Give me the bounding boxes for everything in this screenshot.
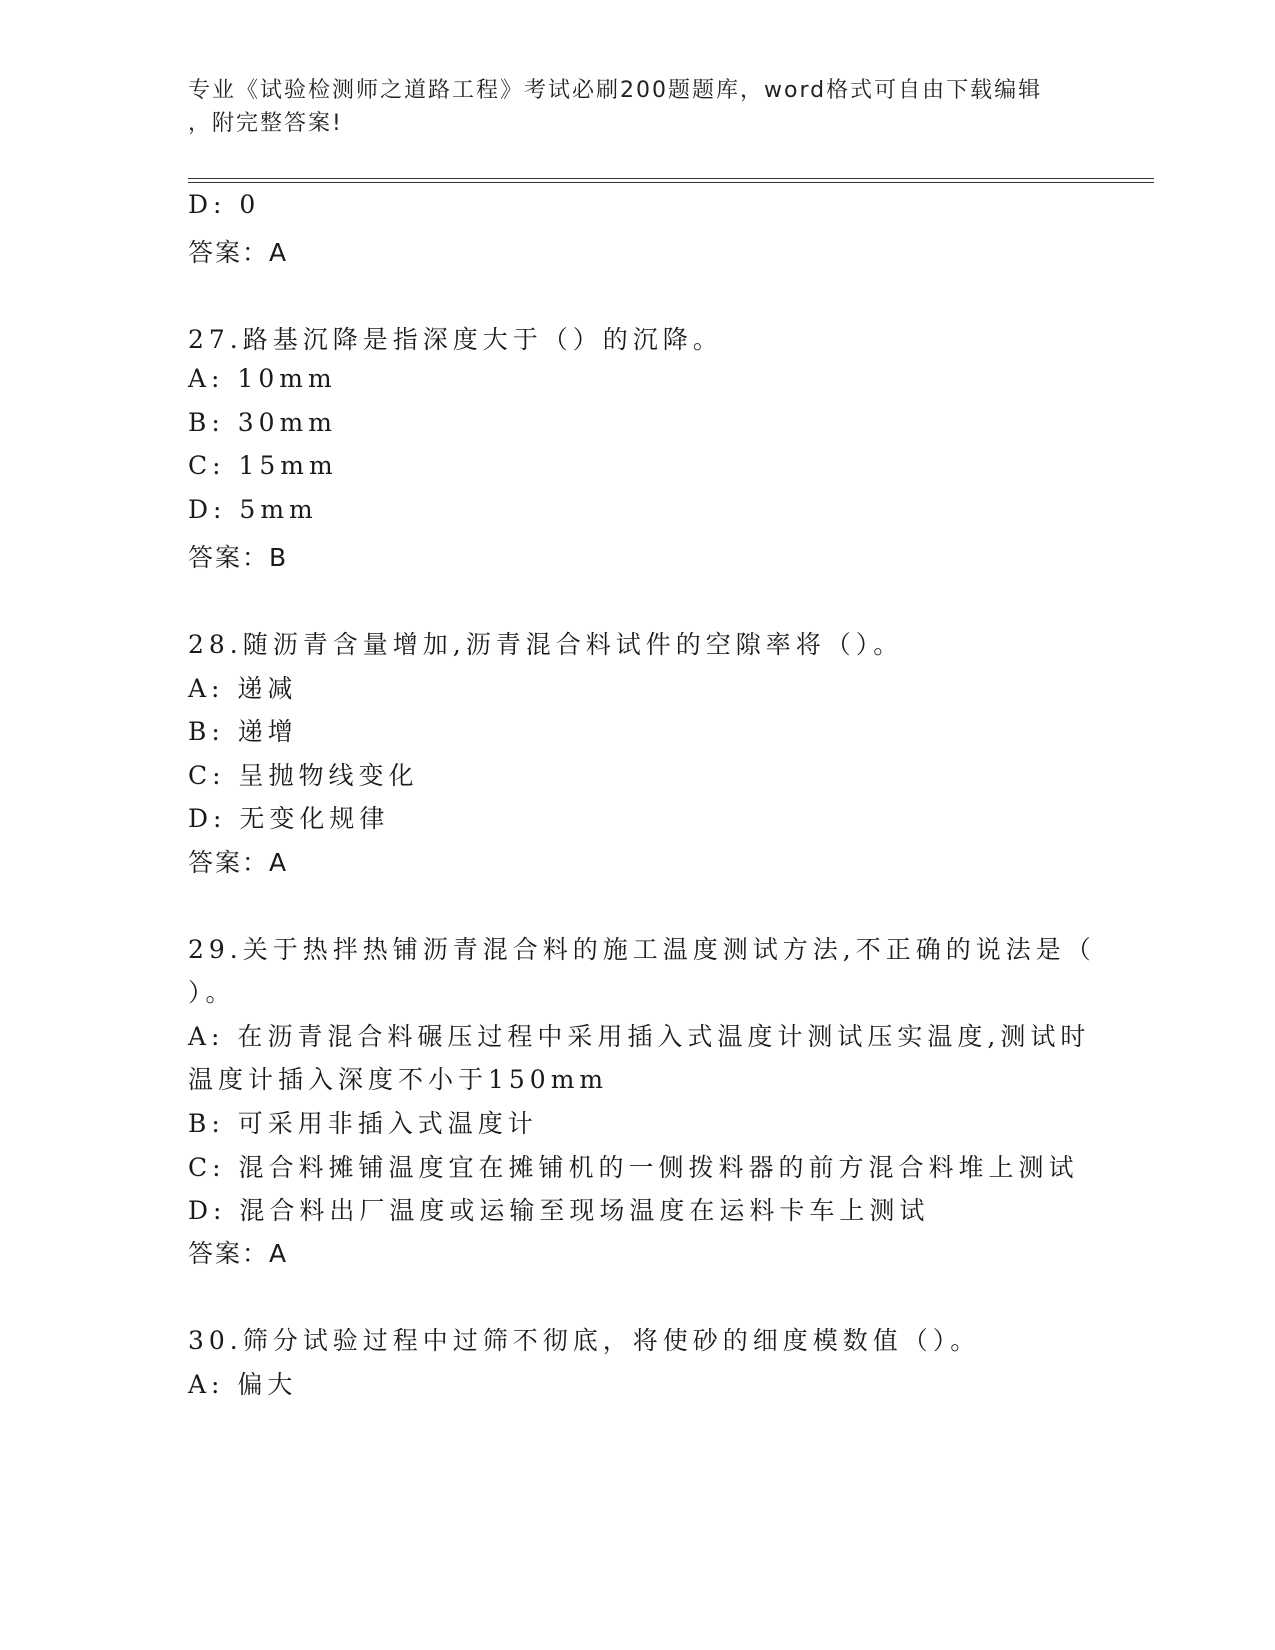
option-line: 温度计插入深度不小于150mm — [188, 1065, 609, 1094]
option-line: C: 混合料摊铺温度宜在摊铺机的一侧拨料器的前方混合料堆上测试 — [188, 1153, 1079, 1182]
option-line: C: 呈抛物线变化 — [188, 761, 419, 790]
header-rule-top — [188, 178, 1154, 179]
question-line: ）。 — [188, 978, 236, 1007]
option-line: D: 无变化规律 — [188, 804, 390, 833]
option-line: D: 混合料出厂温度或运输至现场温度在运料卡车上测试 — [188, 1196, 930, 1225]
header-rule-bottom — [188, 182, 1154, 183]
option-line: B: 可采用非插入式温度计 — [188, 1109, 538, 1138]
answer-line: 答案：A — [188, 1239, 289, 1268]
option-line: A: 递减 — [188, 674, 298, 703]
option-line: A: 偏大 — [188, 1370, 298, 1399]
header-title-line-2: ，附完整答案! — [188, 111, 343, 136]
option-line: B: 30mm — [188, 408, 337, 437]
option-line: D: 5mm — [188, 495, 318, 524]
option-line: A: 在沥青混合料碾压过程中采用插入式温度计测试压实温度,测试时 — [188, 1022, 1091, 1051]
answer-line: 答案：A — [188, 848, 289, 877]
answer-line: 答案：B — [188, 543, 289, 572]
option-line: D: 0 — [188, 190, 261, 219]
option-line: B: 递增 — [188, 717, 298, 746]
question-line: 28.随沥青含量增加,沥青混合料试件的空隙率将（）。 — [188, 630, 904, 659]
question-line: 29.关于热拌热铺沥青混合料的施工温度测试方法,不正确的说法是（ — [188, 935, 1096, 964]
question-line: 30.筛分试验过程中过筛不彻底，将使砂的细度模数值（）。 — [188, 1326, 981, 1355]
header-title-line-1: 专业《试验检测师之道路工程》考试必刷200题题库，word格式可自由下载编辑 — [188, 78, 1043, 103]
answer-line: 答案：A — [188, 238, 289, 267]
question-line: 27.路基沉降是指深度大于（）的沉降。 — [188, 325, 723, 354]
page-header — [188, 74, 1068, 140]
option-line: C: 15mm — [188, 451, 338, 480]
option-line: A: 10mm — [188, 364, 337, 393]
